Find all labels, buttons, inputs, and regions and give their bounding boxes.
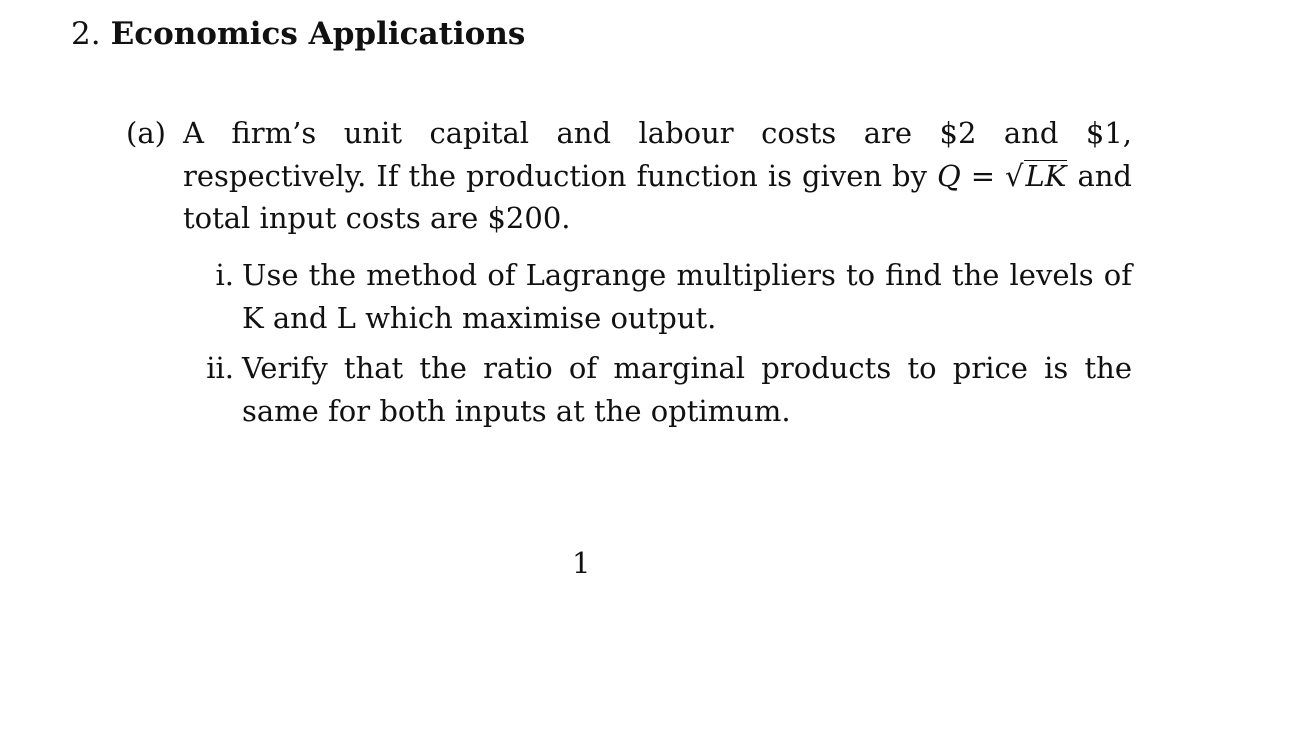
part-a [126,112,1132,240]
part-a-label: (a) [126,116,166,150]
subitem-i-text: Use the method of Lagrange multipliers to find the levels of K and L which maximise output. [242,258,1132,335]
subitem-list [180,254,1132,440]
part-a-text-after-math: and total input costs are $200. [183,158,1132,235]
part-a-text [183,112,1132,240]
math-equals: = [960,158,1006,193]
part-a-text-before-math: A firm’s unit capital and labour costs are $2 and $1, respectively. If the production function is given by [183,116,1132,193]
subitem-ii-label: ii. [206,351,234,385]
sqrt-symbol: √ [1005,158,1024,193]
math-q: Q [936,158,961,193]
section-number: 2. [71,16,101,52]
subitem-i-label: i. [215,258,234,292]
math-radicand: LK [1025,158,1067,193]
section-heading [71,12,525,56]
subitem-i [180,254,1132,340]
subitem-ii-text: Verify that the ratio of marginal products to price is the same for both inputs at the optimum. [242,351,1132,428]
subitem-ii [180,347,1132,433]
page-number: 1 [572,546,591,580]
section-title: Economics Applications [110,16,526,52]
